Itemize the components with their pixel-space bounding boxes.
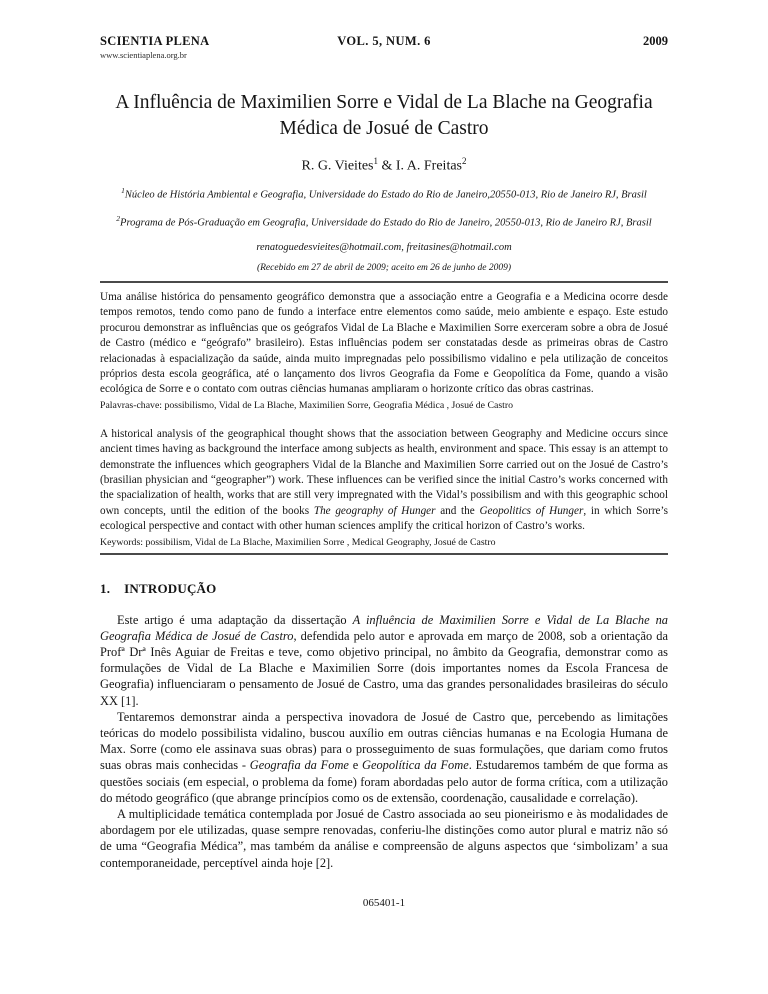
authors-line: R. G. Vieites$^1$ & I. A. Freitas$^2$ bbox=[301, 155, 467, 174]
paragraph-3: A multiplicidade temática contemplada por Josué de Castro associada ao seu pioneirismo e às modalidades de abordagem por ele utilizadas, quase sempre renovadas, conferiu-lhe distinções como autor plural e matriz não só de uma “Geografia Médica”, mas também da análise e compreensão de alguns aspectos que ‘simbolizam’ a sua contemporaneidade, perceptível ainda hoje [2]. bbox=[100, 807, 668, 870]
affiliation-2: $^2$Programa de Pós-Graduação em Geografia, Universidade do Estado do Rio de Janeiro, 20550-013, Rio de Janeiro RJ, Brasil bbox=[116, 213, 652, 229]
author-emails: renatoguedesvieites@hotmail.com, freitasines@hotmail.com bbox=[256, 241, 512, 253]
volume-issue: VOL. 5, NUM. 6 bbox=[337, 34, 431, 48]
journal-identity bbox=[100, 34, 209, 60]
abstract-pt: Uma análise histórica do pensamento geográfico demonstra que a associação entre a Geografia e a Medicina ocorre desde tempos remotos, tendo como pano de fundo a interface entre elementos como saúde, meio ambiente e espaço. Este estudo procurou demonstrar as influências que os geógrafos Vidal de La Blache e Maximilien Sorre exerceram sobre a obra de Josué de Castro (médico e “geógrafo” brasileiro). Estas influências podem ser constatadas desde as primeiras obras de Castro relacionadas à espacialização da saúde, ainda muito impregnadas pelo possibilismo vidalino e pela utilização de conceitos próprios desta escola geográfica, até o lançamento dos livros Geografia da Fome e Geopolítica da Fome, quando a visão ecológica de Sorre e o contato com outras ciências humanas ampliaram o horizonte crítico das obras castrinas. bbox=[100, 290, 668, 396]
article-title: A Influência de Maximilien Sorre e Vidal de La Blache na Geografia Médica de Josué de Castro bbox=[115, 92, 653, 139]
page-number: 065401-1 bbox=[362, 897, 406, 909]
divider-bottom bbox=[100, 553, 668, 555]
paragraph-1: Este artigo é uma adaptação da dissertação A influência de Maximilien Sorre e Vidal de La Blache na Geografia Médica de Josué de Castro, defendida pelo autor e aprovada em março de 2008, sob a orientação da Profª Drª Inês Aguiar de Freitas e teve, como objetivo principal, no âmbito da Geografia, demonstrar como as formulações de Vidal de La Blache e Maximilien Sorre (dois importantes nomes da Escola Francesa de Geografia) influenciaram o pensamento de Josué de Castro, uma das grandes personalidades brasileiras do século XX [1]. bbox=[100, 612, 669, 708]
paragraph-2: Tentaremos demonstrar ainda a perspectiva inovadora de Josué de Castro que, percebendo as limitações teóricas do modelo possibilista vidalino, buscou auxílio em outras ciências humanas e na Ecologia Humana de Max. Sorre (como ele assinava suas obras) para o prosseguimento de suas formulações, que dariam como frutos suas obras mais conhecidas - Geografia da Fome e Geopolítica da Fome. Estudaremos também de que forma as questões sociais (em especial, o problema da fome) foram abordadas pelo autor de forma crítica, com a utilização do método geográfico (que abrange princípios como os de extensão, coordenação, causalidade e correlação). bbox=[100, 709, 669, 805]
section-title: INTRODUÇÃO bbox=[124, 580, 217, 596]
journal-url: www.scientiaplena.org.br bbox=[100, 50, 187, 60]
section-number: 1. bbox=[100, 580, 111, 596]
journal-header bbox=[100, 34, 668, 60]
section-heading-introduction bbox=[100, 581, 668, 597]
divider-top bbox=[100, 281, 668, 283]
journal-name: SCIENTIA PLENA bbox=[100, 34, 210, 48]
received-accepted-dates: (Recebido em 27 de abril de 2009; aceito em 26 de junho de 2009) bbox=[256, 262, 512, 273]
abstract-en: A historical analysis of the geographical thought shows that the association between Geography and Medicine occurs since ancient times having as background the interface among subjects as health, environment and space. This essay is an attempt to demonstrate the influences which geographers Vidal de la Blanche and Maximilien Sorre carried out on the Josué de Castro’s (brasilian physician and “geographer”) work. These influences can be verified since the initial Castro’s works concerned with the spacialization of health, works that are still very impregnated with the Vidal’s possibilism and with this geographic school own concepts, until the edition of the books The geography of Hunger and the Geopolitics of Hunger, in which Sorre’s ecological perspective and contact with other human sciences amplify the critical horizon of Castro’s works. bbox=[100, 427, 668, 533]
publication-year: 2009 bbox=[643, 34, 668, 48]
keywords-pt: Palavras-chave: possibilismo, Vidal de La Blache, Maximilien Sorre, Geografia Médica , Josué de Castro bbox=[100, 399, 514, 411]
affiliation-1: $^1$Núcleo de História Ambiental e Geografia, Universidade do Estado do Rio de Janeiro,20550-013, Rio de Janeiro RJ, Brasil bbox=[121, 185, 647, 200]
keywords-en: Keywords: possibilism, Vidal de La Blache, Maximilien Sorre , Medical Geography, Josué de Castro bbox=[100, 536, 496, 548]
